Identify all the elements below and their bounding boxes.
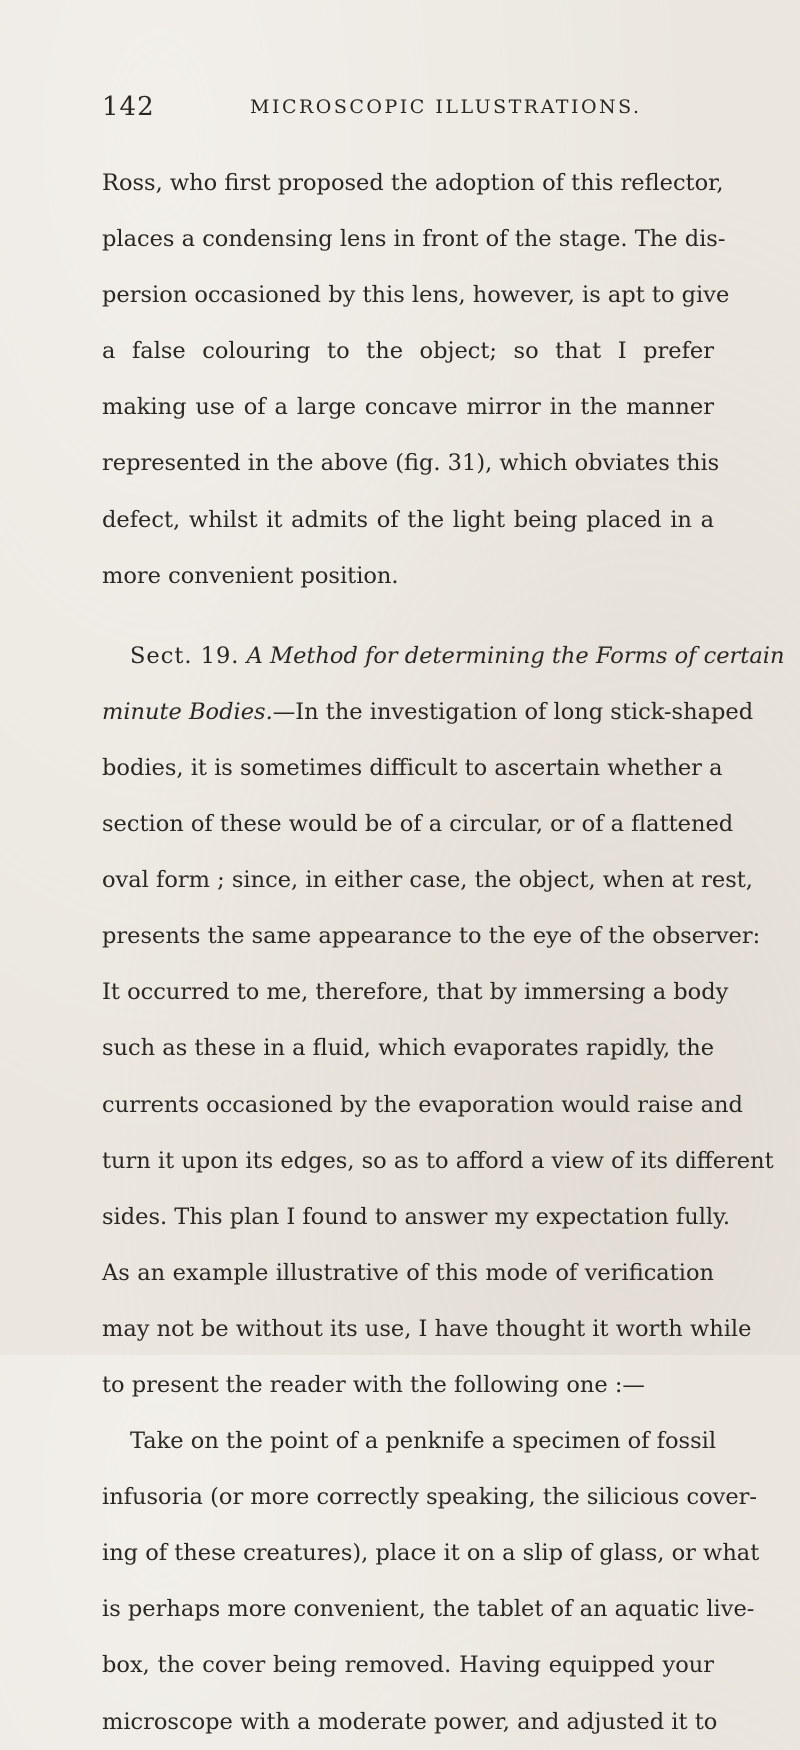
running-title: MICROSCOPIC ILLUSTRATIONS. xyxy=(250,96,642,118)
running-head xyxy=(102,92,712,132)
text-line: making use of a large concave mirror in the manner xyxy=(102,394,714,421)
text-line: currents occasioned by the evaporation would raise and xyxy=(102,1091,743,1118)
text-line: Take on the point of a penknife a specimen of fossil xyxy=(130,1428,717,1455)
text-line: turn it upon its edges, so as to afford a view of its different xyxy=(102,1147,774,1174)
section-heading-line xyxy=(102,628,785,684)
text-line: bodies, it is sometimes difficult to ascertain whether a xyxy=(102,754,723,781)
text-line: is perhaps more convenient, the tablet of an aquatic live- xyxy=(102,1596,755,1623)
text-line: places a condensing lens in front of the stage. The dis- xyxy=(102,226,726,253)
text-line: It occurred to me, therefore, that by immersing a body xyxy=(102,979,729,1006)
text-line: to present the reader with the following one :— xyxy=(102,1371,645,1398)
page-number: 142 xyxy=(102,92,155,122)
section-19 xyxy=(102,628,785,1413)
paragraph-reflector xyxy=(102,155,730,604)
section-label: Sect. 19. xyxy=(130,642,240,669)
text-line: more convenient position. xyxy=(102,562,399,589)
text-line: As an example illustrative of this mode of verification xyxy=(102,1259,714,1286)
text-line: defect, whilst it admits of the light being placed in a xyxy=(102,506,714,533)
text-line: Ross, who first proposed the adoption of this reflector, xyxy=(102,170,724,196)
section-text-start: —In the investigation of long stick-shaped xyxy=(272,698,754,725)
text-line: infusoria (or more correctly speaking, the silicious cover- xyxy=(102,1484,758,1511)
text-line: box, the cover being removed. Having equipped your xyxy=(102,1652,714,1679)
text-line: section of these would be of a circular, or of a flattened xyxy=(102,811,734,838)
text-line: represented in the above (fig. 31), which obviates this xyxy=(102,450,720,477)
text-line: oval form ; since, in either case, the object, when at rest, xyxy=(102,867,753,894)
text-line: a false colouring to the object; so that I prefer xyxy=(102,338,714,365)
paragraph-specimen xyxy=(102,1413,760,1750)
section-title-part2: minute Bodies. xyxy=(102,698,273,725)
section-heading-line2 xyxy=(102,684,754,740)
text-line: presents the same appearance to the eye of the observer: xyxy=(102,923,761,950)
text-line: ing of these creatures), place it on a slip of glass, or what xyxy=(102,1540,760,1567)
text-line: microscope with a moderate power, and adjusted it to xyxy=(102,1708,718,1735)
paragraph-gap xyxy=(102,604,714,628)
text-line: persion occasioned by this lens, however, is apt to give xyxy=(102,282,730,309)
body-text xyxy=(102,155,785,1750)
text-line: such as these in a fluid, which evaporates rapidly, the xyxy=(102,1035,715,1062)
section-title-part1: A Method for determining the Forms of certain xyxy=(246,642,785,669)
text-line: may not be without its use, I have thought it worth while xyxy=(102,1315,752,1342)
text-line: sides. This plan I found to answer my expectation fully. xyxy=(102,1203,730,1230)
